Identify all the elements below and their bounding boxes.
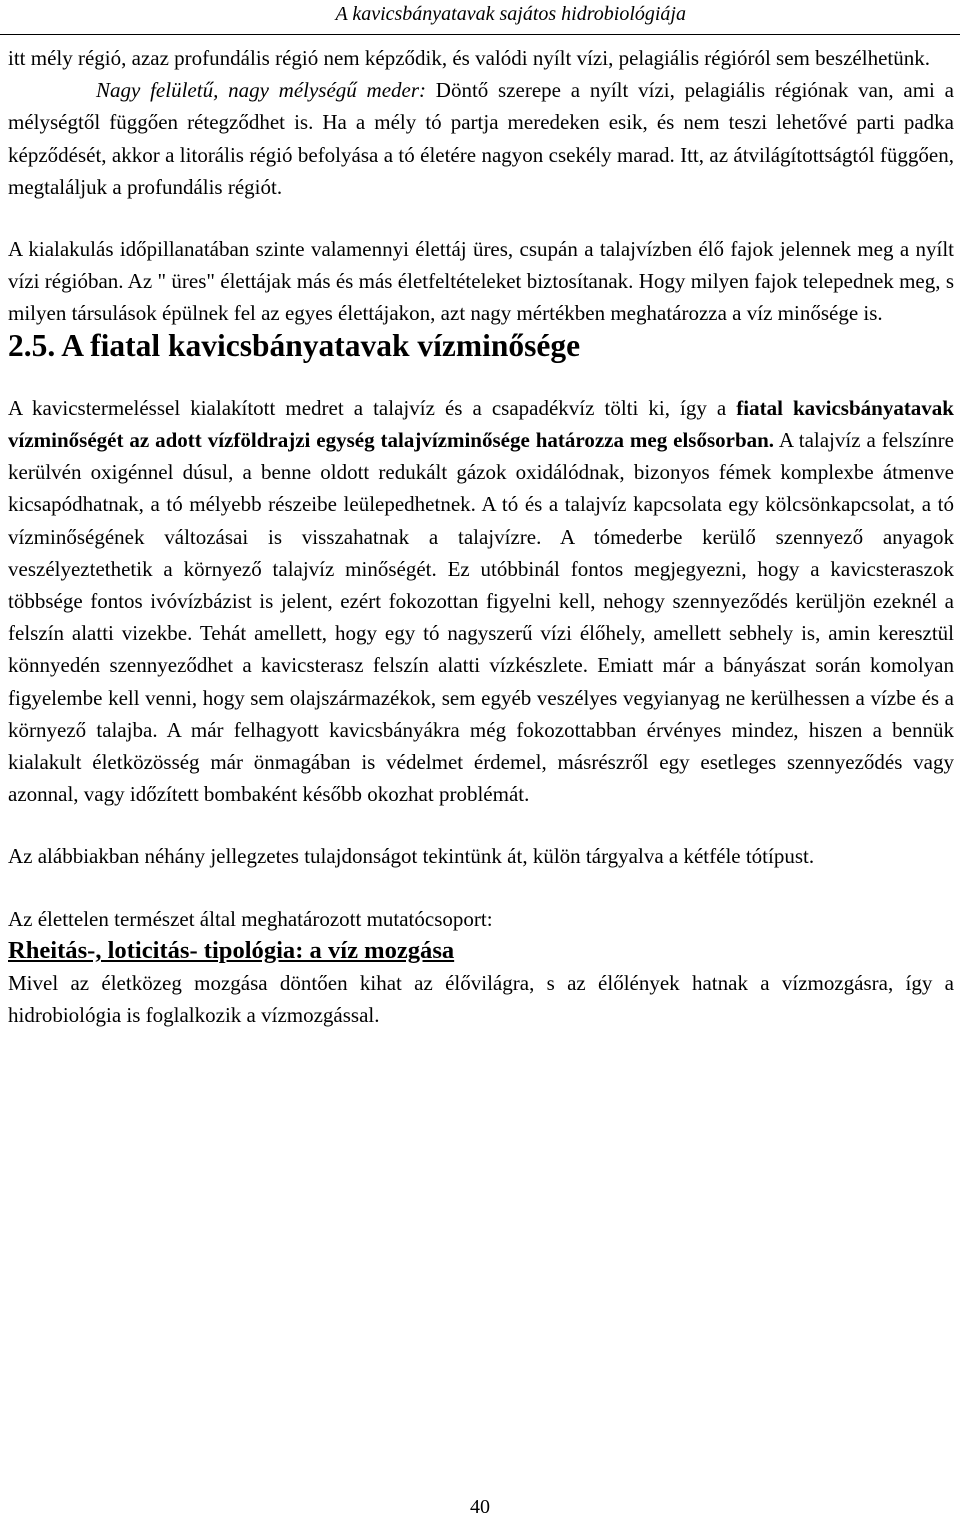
page-header xyxy=(0,0,960,35)
section-title: A fiatal kavicsbányatavak vízminősége xyxy=(61,327,581,363)
paragraph-4-bold: fiatal kavicsbányatavak vízminőségét az adott vízföldrajzi egység talajvízminősége határozza meg elsősorban. xyxy=(8,395,954,453)
paragraph-6: Az élettelen természet által meghatározott mutatócsoport: xyxy=(8,906,493,931)
paragraph-2-italic-lead: Nagy felületű, nagy mélységű meder: xyxy=(96,78,427,103)
page-body xyxy=(8,42,954,1031)
running-title: A kavicsbányatavak sajátos hidrobiológiája xyxy=(335,3,686,25)
paragraph-4 xyxy=(8,392,954,811)
paragraph-4-lead: A kavicstermeléssel kialakított medret a talajvíz és a csapadékvíz tölti ki, így a xyxy=(8,395,737,420)
page-number: 40 xyxy=(470,1496,490,1518)
subheading: Rheitás-, loticitás- tipológia: a víz mozgása xyxy=(8,936,455,964)
paragraph-4-text: A talajvíz a felszínre kerülvén oxigénnel dúsul, a benne oldott redukált gázok oxidálódnak, bizonyos fémek komplexbe átmenve kicsapódhatnak, a tó mélyebb részeibe leülepedhetnek. A tó és a talajvíz kapcsolata egy kölcsönkapcsolat, a tó vízminőségének változásai is visszahatnak a talajvízre. A tómederbe kerülő szennyező anyagok veszélyeztethetik a környező talajvíz minőségét. Ez utóbbinál fontos megjegyezni, hogy a kavicsteraszok többsége fontos ivóvízbázist is jelent, ezért fokozottan figyelni kell, nehogy szennyeződés kerüljön ezeknél a felszín alatti vizekbe. Tehát amellett, hogy egy tó nagyszerű vízi élőhely, amellett sebhely is, amin keresztül könnyedén szennyeződhet a kavicsterasz felszín alatti vízkészlete. Emiatt már a bányászat során komolyan figyelembe kell venni, hogy sem olajszármazékok, sem egyéb veszélyes vegyianyag ne kerülhessen a vízbe és a környező talajba. A már felhagyott kavicsbányákra még fokozottabban érvényes mindez, hiszen a bennük kialakult életközösség már önmagában is védelmet érdemel, másrészről egy esetleges szennyeződés vagy azonnal, vagy időzített bombaként később okozhat problémát. xyxy=(8,428,954,807)
paragraph-2-text: Döntő szerepe a nyílt vízi, pelagiális régiónak van, ami a mélységtől függően rétegződhet is. Ha a mély tó partja meredeken esik, és nem teszi lehetővé parti padka képződését, akkor a litorális régió befolyása a tó életére nagyon csekély marad. Itt, az átvilágítottságtól függően, megtaláljuk a profundális régiót. xyxy=(8,78,954,199)
section-number: 2.5. xyxy=(8,327,56,363)
paragraph-5: Az alábbiakban néhány jellegzetes tulajdonságot tekintünk át, külön tárgyalva a kétféle tótípust. xyxy=(8,844,815,869)
paragraph-7: Mivel az életközeg mozgása döntően kihat az élővilágra, s az élőlények hatnak a vízmozgásra, így a hidrobiológia is foglalkozik a vízmozgással. xyxy=(8,970,954,1028)
section-heading xyxy=(8,327,954,363)
paragraph-3: A kialakulás időpillanatában szinte valamennyi élettáj üres, csupán a talajvízben élő fajok jelennek meg a nyílt vízi régióban. Az " üres" élettájak más és más életfeltételeket biztosítanak. Hogy milyen fajok telepednek meg, s milyen társulások épülnek fel az egyes élettájakon, azt nagy mértékben meghatározza a víz minősége is. xyxy=(8,237,954,326)
paragraph-2 xyxy=(8,74,954,203)
paragraph-1: itt mély régió, azaz profundális régió nem képződik, és valódi nyílt vízi, pelagiális régióról sem beszélhetünk. xyxy=(8,46,930,70)
